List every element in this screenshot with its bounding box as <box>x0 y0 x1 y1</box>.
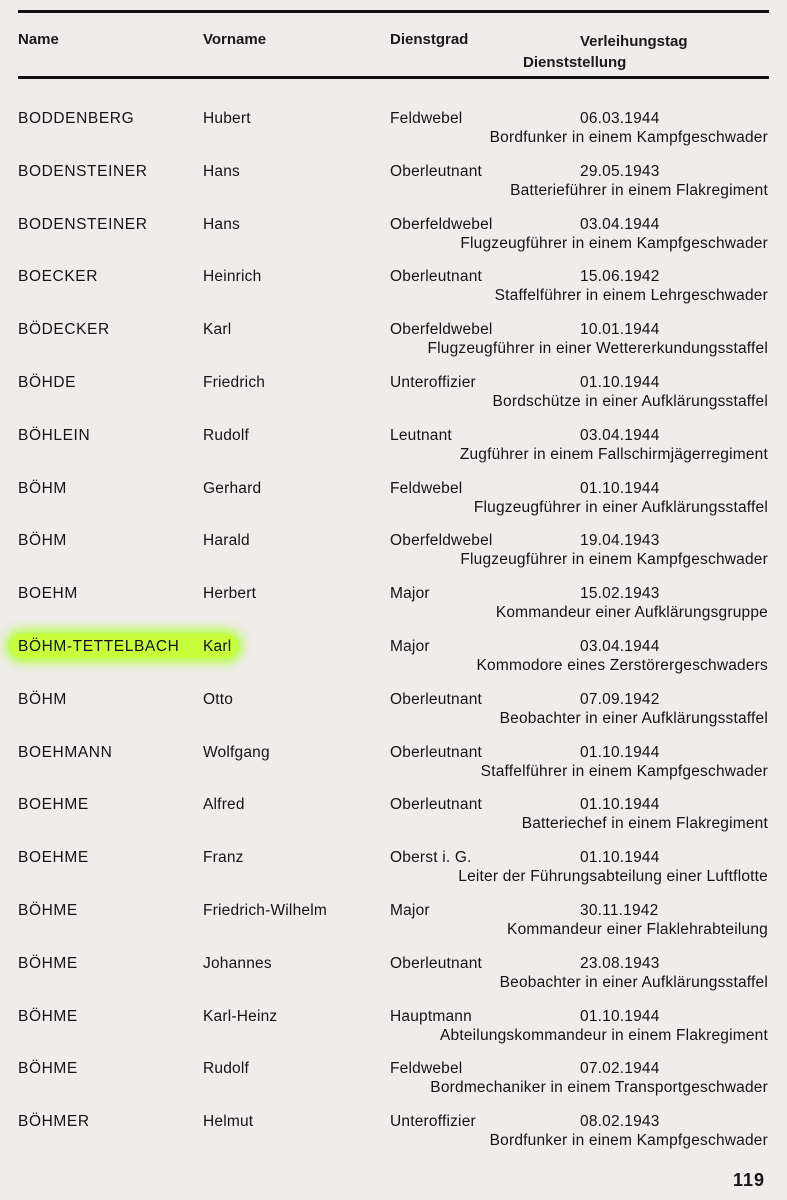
entry-dienstgrad: Feldwebel <box>390 479 463 497</box>
entry-verleihungstag: 30.11.1942 <box>580 902 659 919</box>
page-number: 119 <box>732 1170 765 1190</box>
entry-dienststellung: Flugzeugführer in einer Aufklärungsstaffel <box>473 498 768 516</box>
entry-vorname: Karl <box>203 638 232 655</box>
table-row <box>0 638 787 690</box>
entry-dienstgrad: Major <box>390 638 430 655</box>
entry-dienstgrad: Oberleutnant <box>390 743 483 761</box>
entry-dienstgrad: Unteroffizier <box>390 1113 476 1131</box>
table-row <box>0 955 787 1007</box>
table-row <box>0 216 787 268</box>
entry-vorname: Harald <box>203 532 250 550</box>
table-row <box>0 1060 787 1112</box>
table-row <box>0 902 787 954</box>
entry-verleihungstag: 01.10.1944 <box>580 479 660 497</box>
entry-name: BÖHLEIN <box>18 426 91 444</box>
entry-dienststellung: Zugführer in einem Fallschirmjägerregiment <box>459 445 768 463</box>
entry-dienststellung: Abteilungskommandeur in einem Flakregiment <box>439 1026 768 1044</box>
entry-name: BÖHDE <box>18 374 77 391</box>
entry-verleihungstag: 03.04.1944 <box>580 215 660 233</box>
entry-verleihungstag: 15.06.1942 <box>580 268 660 286</box>
entry-name: BÖHME <box>18 1060 78 1078</box>
entry-vorname: Karl-Heinz <box>203 1007 278 1025</box>
entry-name: BÖHME <box>18 902 78 919</box>
entry-dienstgrad: Hauptmann <box>390 1007 472 1025</box>
entry-dienststellung: Batteriechef in einem Flakregiment <box>521 815 768 833</box>
entry-vorname: Johannes <box>203 954 272 972</box>
entry-name: BÖHM <box>18 532 67 550</box>
entry-dienstgrad: Oberfeldwebel <box>390 215 493 233</box>
entry-vorname: Herbert <box>203 585 257 603</box>
entry-dienststellung: Staffelführer in einem Lehrgeschwader <box>494 287 768 305</box>
table-row <box>0 374 787 426</box>
entry-name: BOEHM <box>18 585 78 603</box>
entry-dienststellung: Bordfunker in einem Kampfgeschwader <box>489 129 768 146</box>
entry-verleihungstag: 01.10.1944 <box>580 796 660 814</box>
entry-verleihungstag: 01.10.1944 <box>580 743 660 761</box>
entry-dienststellung: Bordfunker in einem Kampfgeschwader <box>489 1132 768 1150</box>
table-row <box>0 585 787 637</box>
entry-dienststellung: Flugzeugführer in einem Kampfgeschwader <box>460 234 768 252</box>
entry-vorname: Friedrich <box>203 374 266 391</box>
entry-name: BODENSTEINER <box>18 162 148 180</box>
entry-vorname: Hans <box>203 162 240 180</box>
table-row <box>0 110 787 162</box>
entry-dienstgrad: Oberleutnant <box>390 954 483 972</box>
entry-verleihungstag: 01.10.1944 <box>580 849 660 867</box>
entry-name: BODENSTEINER <box>18 215 148 233</box>
entry-name: BOEHME <box>18 849 89 867</box>
entry-vorname: Gerhard <box>203 479 262 497</box>
entry-vorname: Hans <box>203 215 240 233</box>
entry-dienststellung: Kommandeur einer Flaklehrabteilung <box>507 921 768 938</box>
entry-name: BÖDECKER <box>18 321 110 339</box>
table-row <box>0 1113 787 1165</box>
entry-name: BOECKER <box>18 268 98 286</box>
entry-dienststellung: Bordmechaniker in einem Transportgeschwader <box>430 1079 768 1097</box>
table-row <box>0 321 787 373</box>
entry-verleihungstag: 23.08.1943 <box>580 954 660 972</box>
entry-vorname: Karl <box>203 321 232 339</box>
entry-dienstgrad: Oberleutnant <box>390 162 483 180</box>
table-row <box>0 849 787 901</box>
entry-name: BÖHME <box>18 1007 78 1025</box>
entry-dienststellung: Beobachter in einer Aufklärungsstaffel <box>499 973 768 991</box>
entry-verleihungstag: 15.02.1943 <box>580 585 660 603</box>
entry-vorname: Hubert <box>203 110 251 127</box>
entry-dienstgrad: Feldwebel <box>390 110 463 127</box>
entry-name: BÖHM <box>18 479 67 497</box>
top-rule <box>18 10 769 13</box>
entry-dienststellung: Beobachter in einer Aufklärungsstaffel <box>499 709 768 727</box>
table-row <box>0 163 787 215</box>
header-verleihungstag: Verleihungstag <box>580 33 688 50</box>
entry-name: BÖHM <box>18 690 67 708</box>
entry-dienstgrad: Feldwebel <box>390 1060 463 1078</box>
table-row <box>0 427 787 479</box>
entry-vorname: Wolfgang <box>203 743 270 761</box>
entry-dienststellung: Staffelführer in einem Kampfgeschwader <box>480 762 768 780</box>
entry-dienststellung: Batterieführer in einem Flakregiment <box>510 181 768 199</box>
entry-dienstgrad: Oberfeldwebel <box>390 321 493 339</box>
entry-verleihungstag: 19.04.1943 <box>580 532 660 550</box>
entry-vorname: Otto <box>203 690 234 708</box>
entry-name: BÖHM-TETTELBACH <box>18 638 180 655</box>
entry-name: BÖHMER <box>18 1113 90 1131</box>
entry-verleihungstag: 01.10.1944 <box>580 1007 660 1025</box>
header-rule <box>18 76 769 79</box>
entry-dienststellung: Flugzeugführer in einem Kampfgeschwader <box>460 551 768 569</box>
entry-dienststellung: Leiter der Führungsabteilung einer Luftflotte <box>458 868 768 886</box>
entry-vorname: Rudolf <box>203 1060 250 1078</box>
entry-dienstgrad: Oberleutnant <box>390 690 483 708</box>
entry-vorname: Franz <box>203 849 244 867</box>
header-dienststellung: Dienststellung <box>523 54 627 71</box>
table-row <box>0 796 787 848</box>
entry-dienstgrad: Oberfeldwebel <box>390 532 493 550</box>
entry-verleihungstag: 07.02.1944 <box>580 1060 660 1078</box>
entry-dienstgrad: Oberst i. G. <box>390 849 472 867</box>
entry-vorname: Rudolf <box>203 426 250 444</box>
entry-dienststellung: Bordschütze in einer Aufklärungsstaffel <box>492 393 768 410</box>
entry-dienstgrad: Leutnant <box>390 426 452 444</box>
table-row <box>0 532 787 584</box>
entry-verleihungstag: 03.04.1944 <box>580 638 660 655</box>
header-vorname: Vorname <box>203 31 267 48</box>
entry-vorname: Heinrich <box>203 268 262 286</box>
entry-dienstgrad: Major <box>390 902 430 919</box>
entry-vorname: Friedrich-Wilhelm <box>203 902 327 919</box>
entry-dienststellung: Kommodore eines Zerstörergeschwaders <box>476 657 768 674</box>
entry-name: BODDENBERG <box>18 110 135 127</box>
table-row <box>0 744 787 796</box>
entry-verleihungstag: 03.04.1944 <box>580 426 660 444</box>
entry-dienststellung: Flugzeugführer in einer Wettererkundungsstaffel <box>427 340 768 358</box>
table-row <box>0 268 787 320</box>
entry-name: BOEHMANN <box>18 743 113 761</box>
table-row <box>0 480 787 532</box>
entry-dienstgrad: Oberleutnant <box>390 268 483 286</box>
entry-name: BOEHME <box>18 796 89 814</box>
entry-dienstgrad: Unteroffizier <box>390 374 476 391</box>
entry-verleihungstag: 01.10.1944 <box>580 374 660 391</box>
entry-dienstgrad: Major <box>390 585 430 603</box>
header-name: Name <box>18 31 59 48</box>
entry-name: BÖHME <box>18 954 78 972</box>
entry-vorname: Helmut <box>203 1113 254 1131</box>
entry-verleihungstag: 06.03.1944 <box>580 110 660 127</box>
entry-verleihungstag: 08.02.1943 <box>580 1113 660 1131</box>
entry-vorname: Alfred <box>203 796 245 814</box>
entry-verleihungstag: 10.01.1944 <box>580 321 660 339</box>
table-row <box>0 691 787 743</box>
entry-dienstgrad: Oberleutnant <box>390 796 483 814</box>
header-dienstgrad: Dienstgrad <box>390 31 469 48</box>
entry-dienststellung: Kommandeur einer Aufklärungsgruppe <box>495 604 768 622</box>
table-row <box>0 1008 787 1060</box>
entry-verleihungstag: 29.05.1943 <box>580 162 660 180</box>
entry-verleihungstag: 07.09.1942 <box>580 690 660 708</box>
